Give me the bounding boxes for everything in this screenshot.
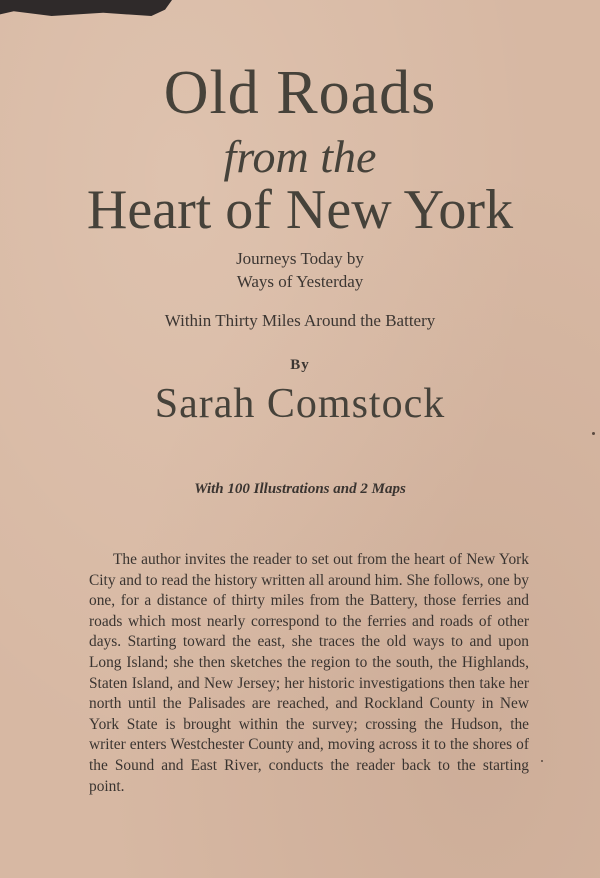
- title-line-3: Heart of New York: [86, 179, 514, 241]
- title-line-2: from the: [223, 131, 377, 182]
- tagline: Within Thirty Miles Around the Battery: [164, 311, 436, 330]
- paper-fleck: [592, 432, 595, 435]
- title-line-1: Old Roads: [163, 59, 437, 127]
- blurb-paragraph: The author invites the reader to set out from the heart of New York City and to read the history written all around him. She follows, one by one, for a distance of thirty miles from the Battery, those ferries and roads which most nearly correspond to the ferries and roads of other days. Starting toward the east, she traces the old ways to and upon Long Island; she then sketches the region to the south, the Highlands, Staten Island, and New Jersey; her historic investigations then take her north until the Palisades are reached, and Rockland County in New York State is brought within the survey; crossing the Hudson, the writer enters Westchester County and, moving across it to the shores of the Sound and East River, conducts the reader back to the starting point.: [89, 551, 529, 795]
- subtitle-line-2: Ways of Yesterday: [236, 272, 364, 291]
- author-name: Sarah Comstock: [154, 381, 446, 427]
- by-label: By: [290, 357, 310, 373]
- torn-corner: [0, 0, 172, 16]
- illustrations-note: With 100 Illustrations and 2 Maps: [194, 481, 406, 497]
- paper-fleck: [541, 760, 543, 762]
- subtitle-line-1: Journeys Today by: [236, 249, 364, 268]
